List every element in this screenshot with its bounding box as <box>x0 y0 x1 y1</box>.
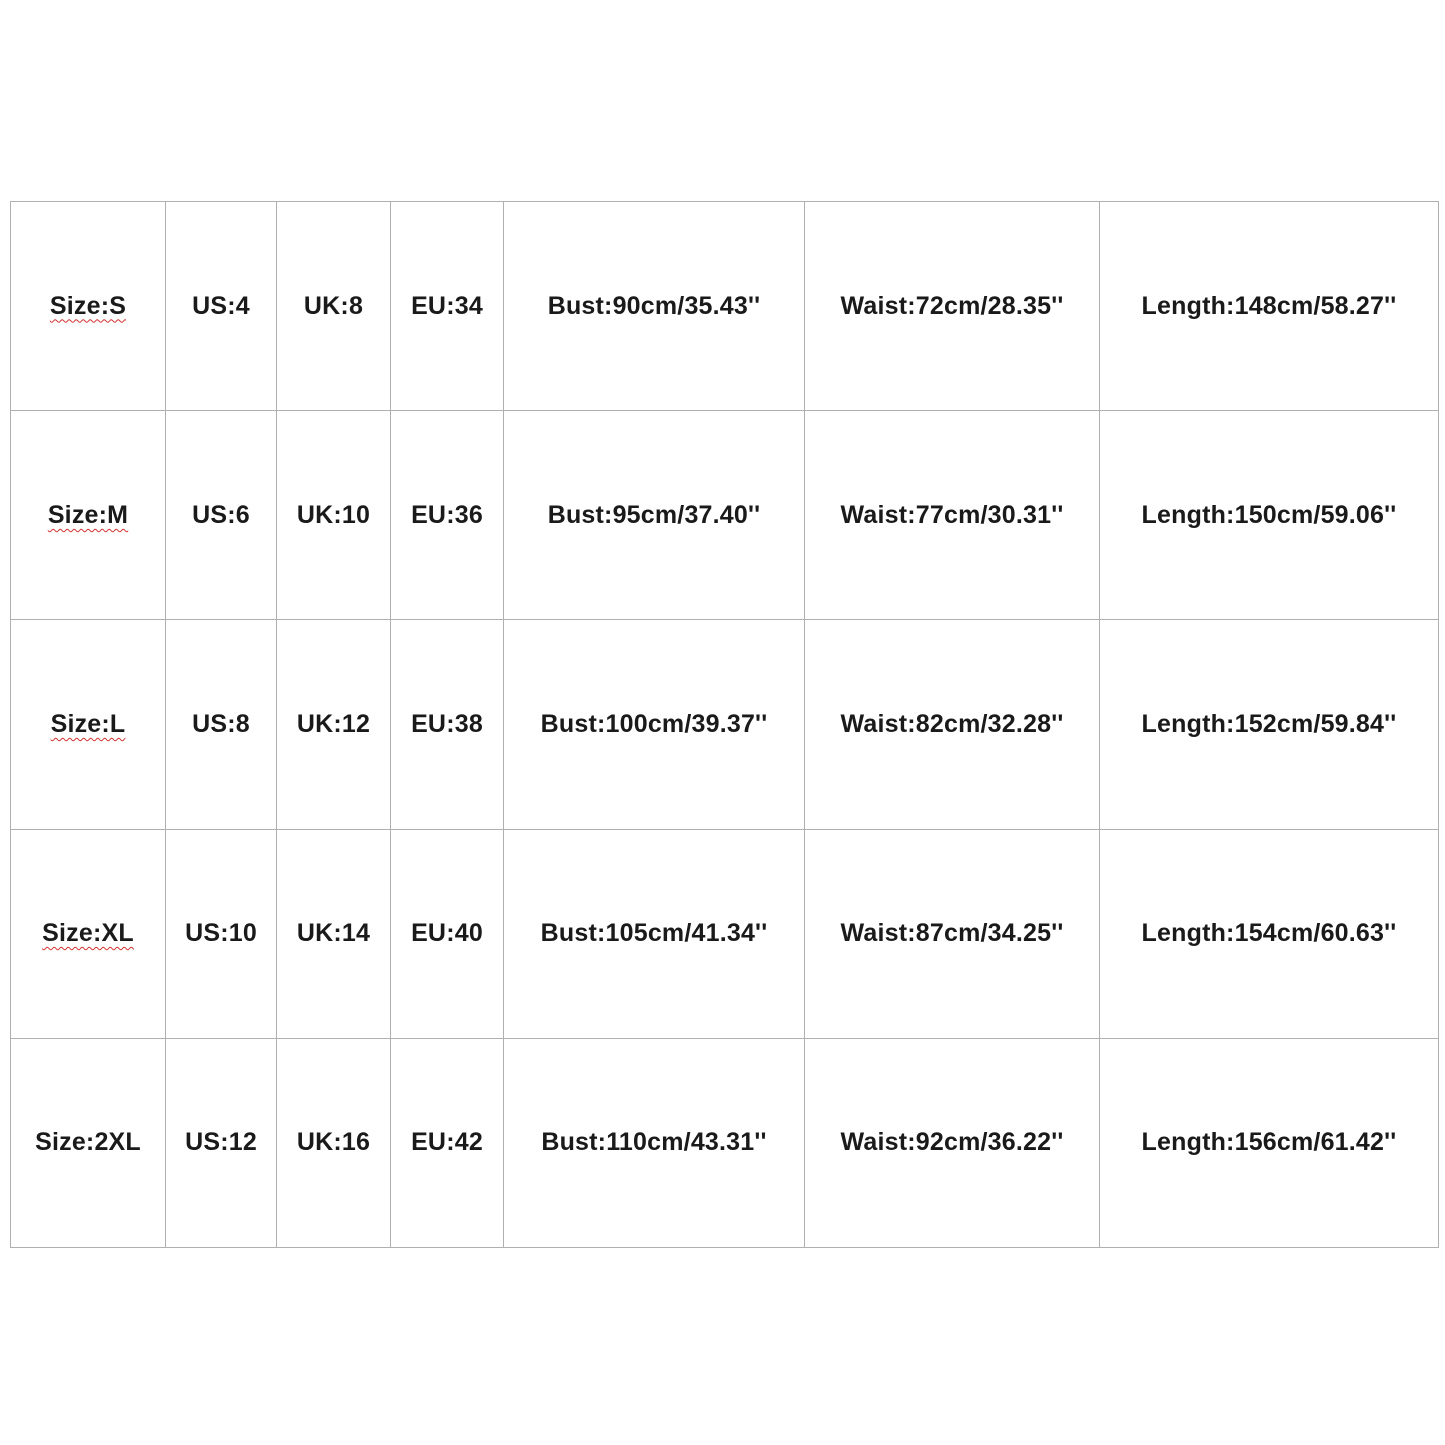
length-cell: Length:154cm/60.63'' <box>1100 829 1439 1038</box>
eu-size-cell: EU:40 <box>391 829 504 1038</box>
size-cell: Size:S <box>11 202 166 411</box>
length-cell: Length:148cm/58.27'' <box>1100 202 1439 411</box>
uk-size-cell: UK:10 <box>277 411 391 620</box>
eu-size-cell: EU:38 <box>391 620 504 829</box>
us-size-cell: US:6 <box>166 411 277 620</box>
waist-cell: Waist:92cm/36.22'' <box>805 1038 1100 1247</box>
table-row <box>11 202 1439 411</box>
uk-size-cell: UK:8 <box>277 202 391 411</box>
table-row <box>11 411 1439 620</box>
waist-cell: Waist:72cm/28.35'' <box>805 202 1100 411</box>
uk-size-cell: UK:12 <box>277 620 391 829</box>
size-cell: Size:M <box>11 411 166 620</box>
length-cell: Length:156cm/61.42'' <box>1100 1038 1439 1247</box>
us-size-cell: US:10 <box>166 829 277 1038</box>
table-row <box>11 1038 1439 1247</box>
uk-size-cell: UK:14 <box>277 829 391 1038</box>
us-size-cell: US:4 <box>166 202 277 411</box>
bust-cell: Bust:105cm/41.34'' <box>504 829 805 1038</box>
table-row <box>11 829 1439 1038</box>
size-chart-table <box>10 201 1439 1248</box>
us-size-cell: US:8 <box>166 620 277 829</box>
us-size-cell: US:12 <box>166 1038 277 1247</box>
length-cell: Length:150cm/59.06'' <box>1100 411 1439 620</box>
uk-size-cell: UK:16 <box>277 1038 391 1247</box>
waist-cell: Waist:77cm/30.31'' <box>805 411 1100 620</box>
bust-cell: Bust:95cm/37.40'' <box>504 411 805 620</box>
size-cell: Size:XL <box>11 829 166 1038</box>
table-row <box>11 620 1439 829</box>
eu-size-cell: EU:42 <box>391 1038 504 1247</box>
bust-cell: Bust:100cm/39.37'' <box>504 620 805 829</box>
eu-size-cell: EU:36 <box>391 411 504 620</box>
size-cell: Size:L <box>11 620 166 829</box>
bust-cell: Bust:110cm/43.31'' <box>504 1038 805 1247</box>
length-cell: Length:152cm/59.84'' <box>1100 620 1439 829</box>
waist-cell: Waist:82cm/32.28'' <box>805 620 1100 829</box>
size-cell: Size:2XL <box>11 1038 166 1247</box>
bust-cell: Bust:90cm/35.43'' <box>504 202 805 411</box>
waist-cell: Waist:87cm/34.25'' <box>805 829 1100 1038</box>
eu-size-cell: EU:34 <box>391 202 504 411</box>
